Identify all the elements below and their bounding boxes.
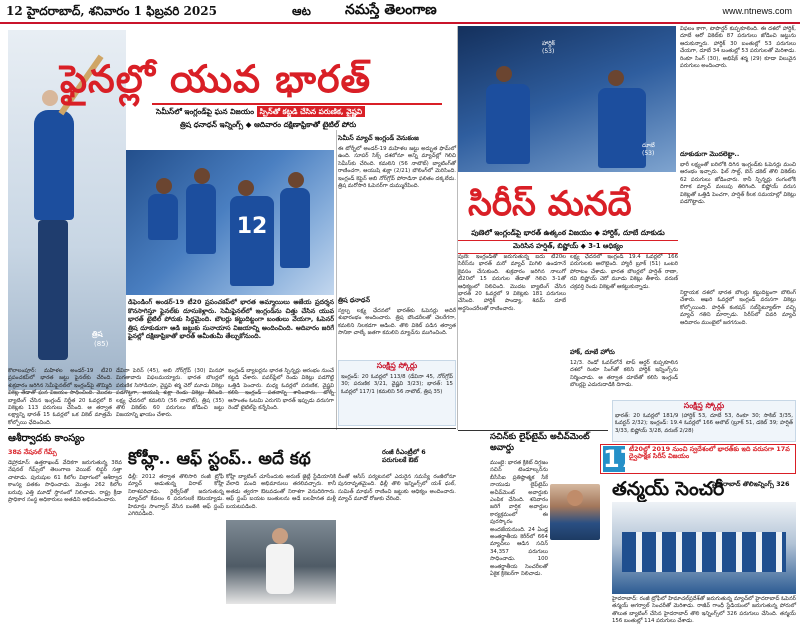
ashirwad-text: డెహ్రాడూన్: ఉత్తరాఖండ్ వేదికగా జరుగుతున్న 38వ నేషనల్ గేమ్స్‌లో తెలంగాణ వెయిట్ లిఫ్టర్ సత్తా చాటాడు. పురుషుల 61 కిలోల విభాగంలో ఆశీర్వాద కాంస్య పతకం సాధించాడు. మొత్తం 262 కిలోల బరువు ఎత్తి మూడో స్థానంలో నిలిచాడు. రాష్ట్ర క్రీడా ప్రాధికార సంస్థ అధికారులు అతడిని అభినందించారు. [8,460,122,504]
column-divider [336,130,337,430]
sachin-photo [550,484,600,540]
side-text: స్వల్ప లక్ష్య ఛేదనలో భారత్‌కు ఓపెనర్లు అదిరే శుభారంభం అందించారు. త్రిష బౌండరీలతో చెలరేగగా, కమలిని నిలకడగా ఆడింది. తొలి వికెట్ పడిన తర్వాత సానికా చాల్కే జతగా కమలిని మ్యాచ్‌ను ముగించింది. [338,308,456,337]
lead-col-1: కౌలాలంపూర్: మహిళల అండర్-19 టీ20 ప్రపంచకప్‌లో భారత జట్టు ఫైనల్‌కు చేరింది. శుక్రవారం జరిగిన సెమీఫైనల్‌లో ఇంగ్లండ్‌పై తొమ్మిది వికెట్ల తేడాతో ఘన విజయం సాధించింది. మొదట బ్యాటింగ్ చేసిన ఇంగ్లండ్ నిర్ణీత 20 ఓవర్లలో 8 వికెట్లకు 113 పరుగులు చేసింది. ఆ తర్వాత లక్ష్యాన్ని భారత్ 15 ఓవర్లలో ఒక వికెట్ మాత్రమే కోల్పోయి ఛేదించింది. [8,368,112,426]
sachin-head [567,490,583,506]
photo-credit: త్రిష [92,330,103,338]
dube-head [608,70,624,86]
player-body [280,188,310,268]
player-head [288,172,304,188]
lead-subhead [152,103,442,118]
player-head [156,178,172,194]
batter-body [34,110,74,220]
stats-text: ఈ టోర్నీలో అండర్-19 మహిళల జట్టు అద్భుత ఫామ్‌లో ఉంది. సూపర్ సిక్స్ దశలోనూ అన్ని మ్యాచ్‌ల్లో గెలిచి సెమీస్‌కు చేరింది. కమలిని (56 నాటౌట్) బ్యాటింగ్‌తో రాణించగా, ఆయుషి శుక్లా (2/21) బౌలింగ్‌లో మెరిసింది. ఇంగ్లండ్ కెప్టెన్ అబి నోర్‌గ్రోవ్ పోరాడినా ఫలితం దక్కలేదు. త్రిష మరోసారి ఓపెనర్‌గా దుమ్మురేపింది. [338,146,456,190]
kohli-body [266,544,294,594]
kohli-headline: కోహ్లీ.. ఆఫ్ స్టంప్.. అదే కథ [128,449,311,469]
series-strip: మెరిసిన హర్షిత్, బిష్ణోయ్ ◆ 3-1 ఆధిక్యం [458,240,678,254]
ashirwad-story [8,432,122,632]
player-head [238,180,254,196]
player-body [186,184,216,254]
player-body [148,194,178,240]
record-text: టీ20ల్లో 2019 నుంచి స్వదేశంలో భారత్‌కు ఇది వరుసగా 17వ ద్వైపాక్షిక సిరీస్ విజయం [629,445,790,461]
side-heading: త్రిష ధనాధన్ [338,296,370,304]
lead-subhead-2: త్రిష ధనాధన్ ఇన్నింగ్స్ ◆ ఆదివారం దక్షిణాఫ్రికాతో టైటిల్ పోరు [180,120,357,129]
jersey-number: 12 [236,214,268,239]
record-number: 17 [603,445,637,473]
scores-right-box [612,400,796,442]
batter-legs [38,220,68,360]
ashirwad-title: ఆశీర్వాదకు కాంస్యం [8,433,85,444]
team-celebration-photo [126,150,334,295]
kohli-photo [226,520,336,604]
scores-right-heading: సంక్షిప్త స్కోర్లు [683,401,725,410]
scores-right-text: భారత్: 20 ఓవర్లలో 181/9 (హార్దిక్ 53, దూబే 53, రింకూ 30; సాకిబ్ 3/35, ఓవర్టన్ 2/32); ఇంగ్లండ్: 19.4 ఓవర్లలో 166 ఆలౌట్ (బ్రూక్ 51, డకెట్ 39; హర్షిత్ 3/33, బిష్ణోయ్ 3/28, వరుణ్ 2/28) [615,413,793,434]
hardik-head [496,66,512,82]
team-group-photo [612,502,796,594]
kohli-col-2: కోహ్లీ బ్యాటింగ్ చూసేందుకు అరుణ్ జైట్లీ స్టేడియానికి వేలాది మంది అభిమానులు తరలివచ్చారు. కానీ అతడు త్వరగా ఔటవడంతో నిరాశగా వెనుదిరిగారు. ఆఫ్ స్టంప్ బయట బంతులను ఆడే బలహీనత మళ్లీ బయటపడింది. [226,474,336,510]
photo-label-4: (53) [642,150,655,157]
photo-label-1: హార్దిక్ [542,40,555,47]
scores-left-box [338,360,456,426]
section-label: ఆట [292,4,311,18]
stats-heading: సెమీస్ మ్యాచ్ ఇంగ్లండ్ వెనుకంజ [338,134,419,142]
ashirwad-kicker: 38వ నేషనల్ గేమ్స్ [8,448,57,456]
subhead-left: సెమీస్‌లో ఇంగ్లండ్‌పై ఘన విజయం [156,107,255,116]
lead-col-3: ఇంగ్లండ్ బ్యాటర్లను భారత స్పిన్నర్లు ఆరంభం నుంచే కట్టడి చేశారు. పవర్‌ప్లేలో రెండు వికెట్లు పడగొట్టి ఒత్తిడి పెంచారు. మధ్య ఓవర్లలో పరుణిక, వైష్ణవి కలిసి ఇంగ్లండ్ పతనాన్ని శాసించారు. టోర్నీ ఆసాంతం ఓటమి ఎరుగని భారత్ ఇప్పుడు వరుసగా రెండో టైటిల్‌పై కన్నేసింది. [228,368,334,412]
tanmay-text: హైదరాబాద్: రంజీ ట్రోఫీలో హిమాచల్‌ప్రదేశ్‌తో జరుగుతున్న మ్యాచ్‌లో హైదరాబాద్ ఓపెనర్ తన్మయ్ అగర్వాల్ సెంచరీతో మెరిశాడు. రాజీవ్ గాంధీ స్టేడియంలో జరుగుతున్న పోరులో తొలుత బ్యాటింగ్ చేసిన హైదరాబాద్ తొలి ఇన్నింగ్స్‌లో 326 పరుగులు చేసింది. తన్మయ్ 156 బంతుల్లో 114 పరుగులు చేశాడు. [612,596,796,625]
lead-intro: డిఫెండింగ్ అండర్-19 టీ20 ప్రపంచకప్‌లో భారత అమ్మాయిలు అజేయ ప్రదర్శన కొనసాగిస్తూ ఫైనల్‌కు దూసుకెళ్లారు. సెమీఫైనల్‌లో ఇంగ్లండ్‌ను చిత్తు చేసిన యువ భారత్ టైటిల్ పోరుకు సిద్ధమైంది. బౌలర్లు కట్టుదిట్టంగా బంతులు వేయగా, ఓపెనర్ త్రిష దూకుడుగా ఆడి జట్టుకు సునాయాస విజయాన్ని అందించింది. ఆదివారం జరిగే ఫైనల్లో దక్షిణాఫ్రికాతో భారత్ అమీతుమీ తేల్చుకోనుంది. [128,298,334,341]
tanmay-kicker: హైదరాబాద్ తొలిఇన్నింగ్స్ 326 [712,480,790,488]
photo-label-2: (53) [542,48,555,55]
hardik-body [486,84,530,164]
row-divider [8,428,456,429]
lead-col-2: డేవినా పెరిన్ (45), అబి నోర్‌గ్రోవ్ (30) మినహా మిగతావారు విఫలమయ్యారు. భారత బౌలర్లలో పరుణిక సిసోడియా, వైష్ణవి శర్మ చెరో మూడు వికెట్లు పడగొట్టగా, ఆయుషి శుక్లా రెండు వికెట్లు తీసింది. లక్ష్య ఛేదనలో కమలిని (56 నాటౌట్), త్రిష (35) తొలి వికెట్‌కు 60 పరుగులు జోడించి జట్టు విజయాన్ని ఖాయం చేశారు. [116,368,224,419]
photo-label-3: దూబే [642,142,655,149]
tanmay-headline: తన్మయ్ సెంచరీ [612,478,725,500]
dube-body [598,88,646,168]
series-subhead: పుణెలో ఇంగ్లండ్‌పై భారత్ ఉత్కంఠ విజయం ◆ హార్దిక్, దూబే దూకుడు [471,228,665,237]
stats-box [338,134,456,398]
series-top-right: విఫలం కాగా, టాపార్డర్ కుప్పకూలింది. ఈ దశలో హార్దిక్, దూబే ఆరో వికెట్‌కు 87 పరుగులు జోడించి జట్టును ఆదుకున్నారు. హార్దిక్ 30 బంతుల్లో 53 పరుగులు చేయగా, దూబే 34 బంతుల్లో 53 పరుగులతో మెరిశాడు. రింకూ సింగ్ (30), అభిషేక్ శర్మ (29) కూడా విలువైన పరుగులు అందించారు. [680,26,796,70]
series-col-2: లక్ష్య ఛేదనలో ఇంగ్లండ్ 19.4 ఓవర్లలో 166 పరుగులకు ఆలౌటైంది. హ్యారీ బ్రూక్ (51) ఒంటరి పోరాటం చేశాడు. భారత బౌలర్లలో హర్షిత్ రాణా, రవి బిష్ణోయ్ చెరో మూడు వికెట్లు తీశారు. వరుణ్ చక్రవర్తి రెండు వికెట్లతో ఆకట్టుకున్నాడు. [570,254,678,290]
masthead: నమస్తే తెలంగాణ [345,2,437,18]
lead-headline: ఫైనల్లో యువ భారత్ [60,56,372,101]
kohli-col-3: దీంతో ఆసీస్ పర్యటనలో ఎదురైన సమస్యే రంజీలోనూ పునరావృతమైంది. ఢిల్లీ తొలి ఇన్నింగ్స్‌లో యశ్ ధుల్, సుమిత్ మాథుర్ రాణించి జట్టుకు ఆధిక్యం అందించారు. మ్యాచ్ మూడో రోజుకు చేరింది. [338,474,456,503]
series-col-1: పుణె: ఇంగ్లండ్‌తో జరుగుతున్న ఐదు టీ20ల సిరీస్‌ను భారత్ మరో మ్యాచ్ మిగిలి ఉండగానే కైవసం చేసుకుంది. శుక్రవారం జరిగిన నాలుగో టీ20లో 15 పరుగుల తేడాతో గెలిచి 3-1తో ఆధిక్యంలో నిలిచింది. మొదట బ్యాటింగ్ చేసిన భారత్ 20 ఓవర్లలో 9 వికెట్లకు 181 పరుగులు చేసింది. హార్దిక్ పాండ్యా, శివమ్ దూబే అర్ధసెంచరీలతో రాణించారు. [458,254,566,312]
series-right-block [680,150,796,292]
series-right-text: భారీ లక్ష్యంతో బరిలోకి దిగిన ఇంగ్లండ్‌కు ఓపెనర్లు మంచి ఆరంభం ఇచ్చారు. ఫిల్ సాల్ట్, బెన్ డకెట్ తొలి వికెట్‌కు 62 పరుగులు జోడించారు. కానీ స్పిన్నర్లు రంగంలోకి దిగాక మ్యాచ్ మలుపు తిరిగింది. బిష్ణోయ్ వరుస వికెట్లతో ఒత్తిడి పెంచగా, హర్షిత్ కీలక సమయాల్లో వికెట్లు పడగొట్టాడు. [680,162,796,206]
kohli-head [272,528,288,544]
hardik-dube-photo [458,26,676,172]
sachin-text: ముంబై: భారత క్రికెట్ దిగ్గజం సచిన్ టెండూల్కర్‌ను బీసీసీఐ ప్రతిష్ఠాత్మక సీకే నాయుడు లైఫ్‌టైమ్ అచీవ్‌మెంట్ అవార్డుకు ఎంపిక చేసింది. శనివారం జరిగే వార్షిక అవార్డుల కార్యక్రమంలో ఈ పురస్కారం అందజేయనుంది. 24 ఏండ్ల అంతర్జాతీయ కెరీర్‌లో 664 మ్యాచ్‌లు ఆడిన సచిన్ 34,357 పరుగులు సాధించాడు. 100 అంతర్జాతీయ సెంచరీలతో ఏకైక క్రికెటర్‌గా నిలిచాడు. [490,460,548,578]
team-row [622,532,786,572]
series-mid-text: 12/3. రెండో ఓవర్‌లోనే టాప్ ఆర్డర్ కుప్పకూలిన దశలో రింకూ సింగ్‌తో కలిసి హార్దిక్ ఇన్నింగ్స్‌ను నిర్మించాడు. ఆ తర్వాత దూబేతో కలిసి ఇంగ్లండ్ బౌలర్లపై ఎదురుదాడికి దిగాడు. [570,360,678,389]
record-box [600,444,796,474]
series-mid-heading: హాక్, దూబే హోరు [570,348,615,356]
series-col-3: నిర్ణాయక దశలో భారత బౌలర్లు కట్టుదిట్టంగా బౌలింగ్ చేశారు. ఆఖరి ఓవర్లలో ఇంగ్లండ్ వరుసగా వికెట్లు కోల్పోయింది. హర్షిత్ కంకషన్ సబ్‌స్టిట్యూట్‌గా వచ్చి మ్యాచ్ గతిని మార్చాడు. సిరీస్‌లో చివరి మ్యాచ్ ఆదివారం ముంబైలో జరగనుంది. [680,290,796,326]
series-right-heading: దూకుడుగా మొదలెట్టా.. [680,150,740,158]
page-header [0,0,800,24]
website-link[interactable]: www.ntnews.com [722,6,792,16]
row-divider [458,430,608,431]
player-body [230,196,274,286]
page-date: 12 హైదరాబాద్, శనివారం 1 ఫిబ్రవరి 2025 [6,4,217,18]
scores-left-heading: సంక్షిప్త స్కోర్లు [376,361,418,370]
batter-head [42,90,58,106]
kohli-kicker: రంజీ రీఎంట్రీలో 6 పరుగులకే ఔట్ [382,448,426,464]
player-head [194,168,210,184]
scores-left-text: ఇంగ్లండ్: 20 ఓవర్లలో 113/8 (డేవినా 45, నోర్‌గ్రోవ్ 30; పరుణిక 3/21, వైష్ణవి 3/23); భారత్: 15 ఓవర్లలో 117/1 (కమలిని 56 నాటౌట్, త్రిష 35) [341,374,453,395]
series-headline: సిరీస్ మనదే [468,184,632,224]
subhead-right: స్పిన్‌తో కట్టడి చేసిన పరుణిక, వైష్ణవి [257,106,365,117]
photo-credit-score: (85) [94,340,109,348]
kohli-col-1: ఢిల్లీ: 2012 తర్వాత తొలిసారి రంజీ ట్రోఫీ మ్యాచ్ ఆడుతున్న విరాట్ కోహ్లీ నిరాశపరిచాడు. రైల్వేస్‌తో జరుగుతున్న మ్యాచ్‌లో కేవలం 6 పరుగులకే ఔటయ్యాడు. హిమాన్షు సాంగ్వాన్ వేసిన బంతికి ఆఫ్ స్టంప్ ఎగిరిపడింది. [128,474,224,518]
sachin-headline: సచిన్‌కు లైఫ్‌టైమ్ అచీవ్‌మెంట్ అవార్డు [490,432,590,453]
